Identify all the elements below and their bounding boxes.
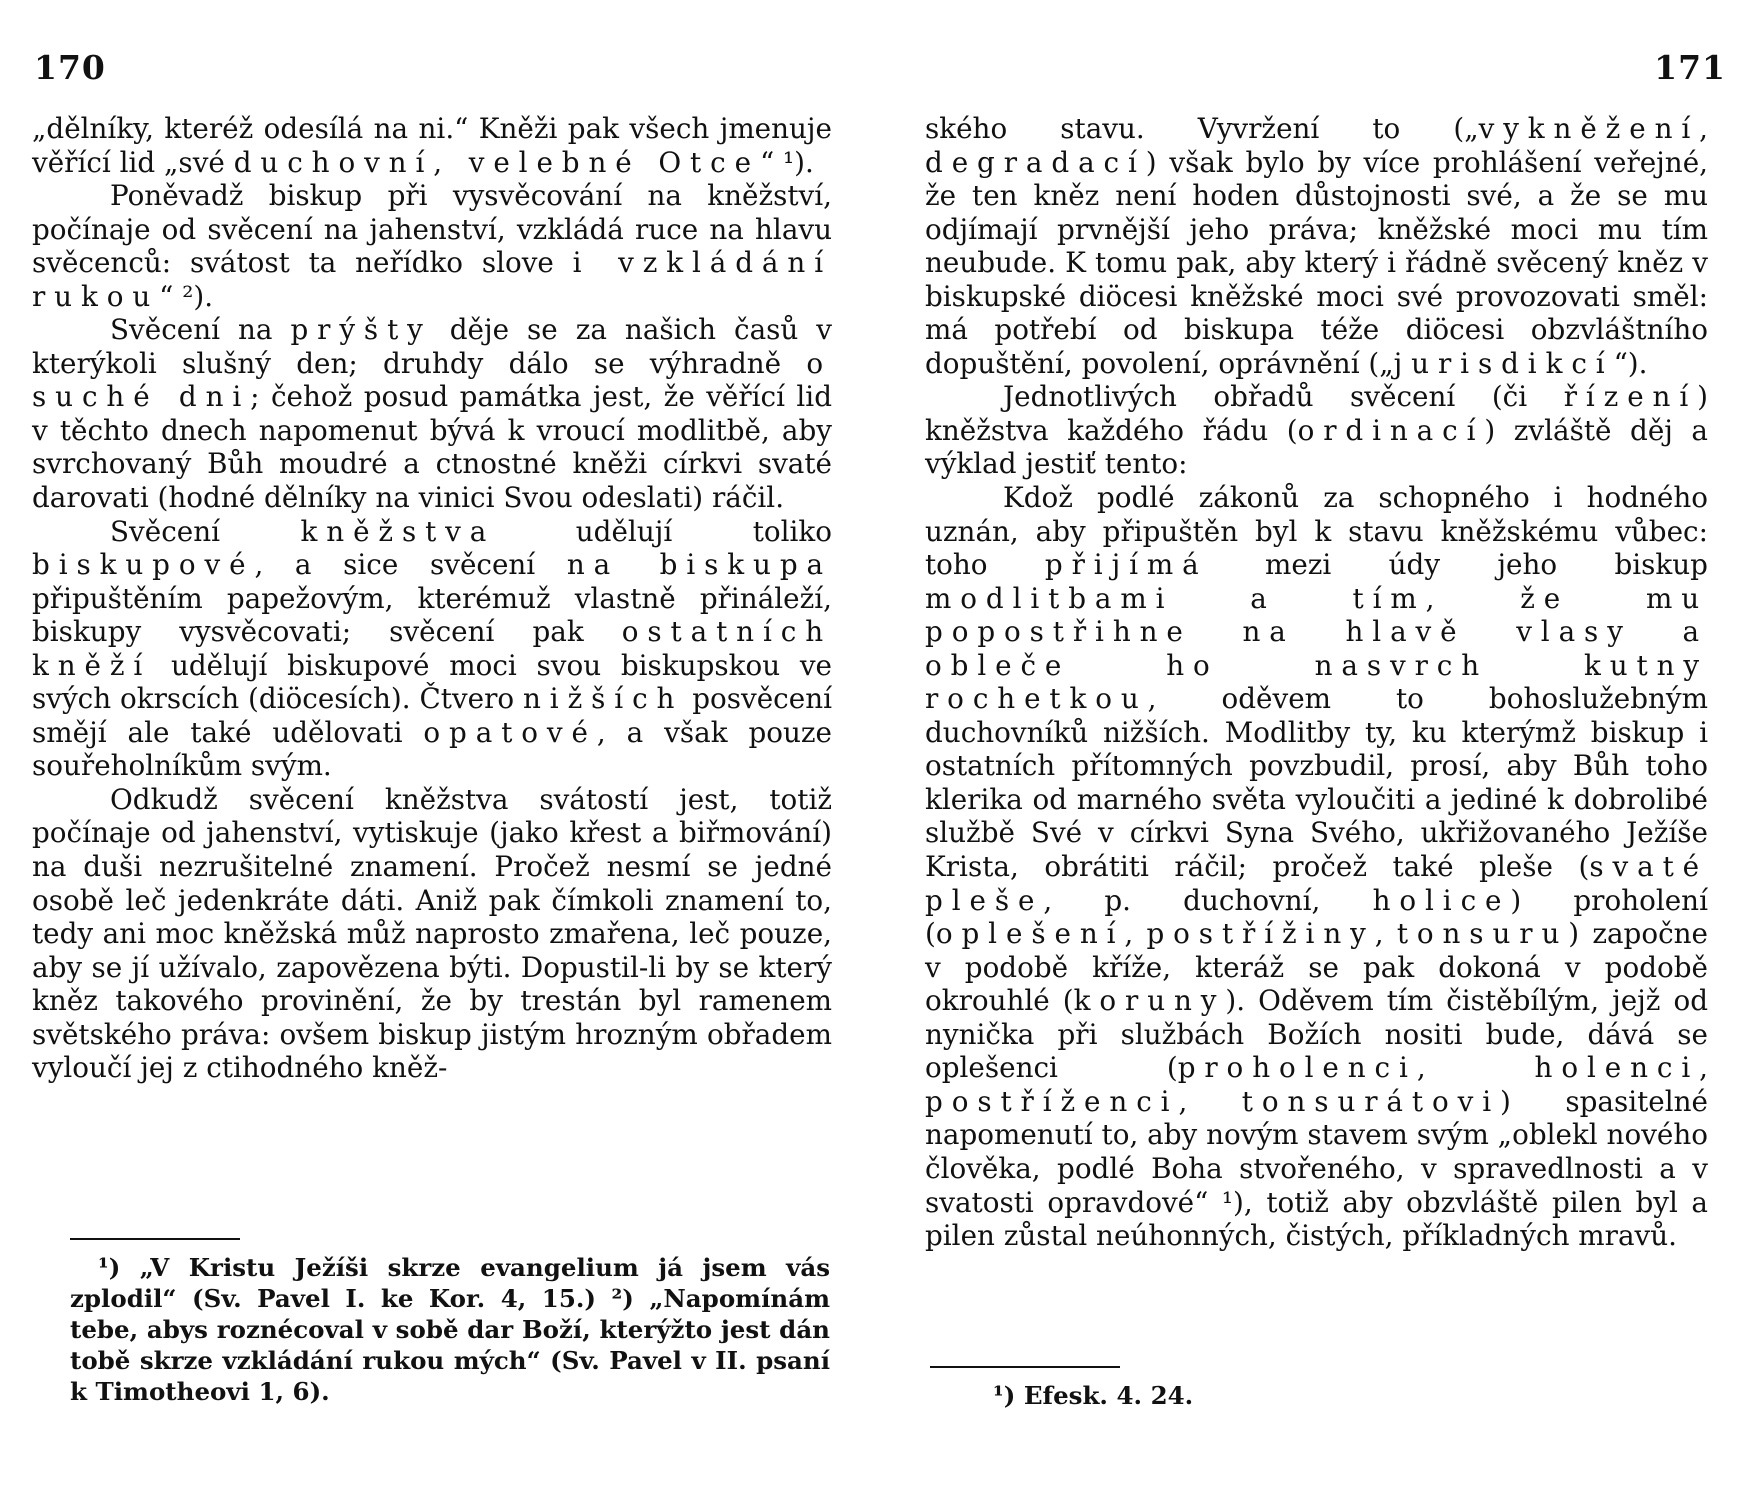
spaced-emphasis: duchovní, velebné Otce xyxy=(233,145,760,179)
text-run: , xyxy=(1178,1084,1242,1118)
footnote-text: ¹) Efesk. 4. 24. xyxy=(993,1381,1194,1410)
footnotes-left xyxy=(70,1252,830,1407)
text-run: připuštěním papežovým, kterémuž vlastně přináleží, biskupy vysvěcovati; svěcení pak xyxy=(32,581,832,649)
text-run: “ ²). xyxy=(159,279,214,313)
spaced-emphasis: přijímá xyxy=(1044,548,1208,582)
paragraph xyxy=(32,783,832,1085)
spaced-emphasis: oplešení xyxy=(935,917,1125,951)
spaced-emphasis: i vzkládání rukou xyxy=(32,246,832,313)
spaced-emphasis: nižších xyxy=(523,682,684,716)
paragraph xyxy=(925,112,1708,380)
text-run: posvěcení smějí ale také udělovati xyxy=(32,682,832,749)
text-run: mezi údy jeho biskup xyxy=(1207,548,1708,582)
text-run: , a však pouze souřeholníkům svým. xyxy=(32,715,833,783)
footnotes-right xyxy=(965,1380,1665,1411)
spaced-emphasis: biskupové xyxy=(32,548,255,582)
page-number-left: 170 xyxy=(34,48,106,87)
text-run: , xyxy=(1124,917,1147,951)
spaced-emphasis: tonsurátovi xyxy=(1241,1084,1500,1118)
footnote-text: ¹) „V Kristu Ježíši skrze evangelium já jsem vás zplodil“ (Sv. Pavel I. ke Kor. 4, 15.) ²) „Napomínám tebe, abys roznécoval v sobě dar Boží, kterýžto jest dán tobě skrze vzkládání rukou mých“ (Sv. Pavel v II. psaní k Timotheovi 1, 6). xyxy=(70,1253,830,1406)
text-run: , xyxy=(1374,917,1397,951)
spaced-emphasis: postřížiny xyxy=(1146,917,1375,951)
text-run: “). xyxy=(1613,346,1648,380)
spaced-emphasis: kněžstva xyxy=(300,514,496,548)
text-run: udělují toliko xyxy=(495,514,833,548)
text-run: Jednotlivých obřadů svěcení (či xyxy=(1003,380,1564,414)
text-run: , xyxy=(1699,112,1708,145)
text-run: Svěcení na xyxy=(110,313,291,347)
spaced-emphasis: tonsuru xyxy=(1396,917,1569,951)
text-run: ; čehož posud památka jest, že věřící lid v těchto dnech napomenut bývá k vroucí modlitbě, aby svrchovaný Bůh moudré a ctnostné kněži církvi svaté darovati (hodné dělníky na vinici Svou odeslati) ráčil. xyxy=(32,380,832,515)
page-number-right: 171 xyxy=(1654,48,1726,87)
spaced-emphasis: modlitbami a tím, že mu popostřihne na hlavě vlasy a obleče ho nasvrch kutny rochetkou xyxy=(925,581,1708,716)
spaced-emphasis: svaté pleše xyxy=(925,850,1708,917)
text-run: ) spasitelné napomenutí to, aby novým stavem svým „oblekl nového člověka, podlé Boha stvořeného, v spravedlnosti a v svatosti opravdové“ ¹), totiž aby obzvláště pilen byl a pilen zůstal neúhonných, čistých, příkladných mravů. xyxy=(925,1084,1708,1253)
paragraph xyxy=(32,112,832,179)
spaced-emphasis: holenci xyxy=(1534,1051,1700,1085)
text-run: “ ¹). xyxy=(759,145,814,179)
text-run: ) kněžstva každého řádu ( xyxy=(925,380,1708,447)
paragraph xyxy=(32,313,832,514)
footnote-rule xyxy=(930,1366,1120,1368)
spaced-emphasis: koruny xyxy=(1073,984,1226,1018)
text-run: ) však bylo by více prohlášení veřejné, že ten kněz není hoden důstojnosti své, a že se mu odjímají prvnější jeho práva; kněžské moci mu tím neubude. K tomu pak, aby který i řádně svěcený kněz v biskupské diöcesi kněžské moci své provozovati směl: má potřebí od biskupa téže diöcesi obzvláštního dopuštění, povolení, oprávnění („ xyxy=(925,145,1708,380)
text-run: Svěcení xyxy=(110,514,301,548)
spaced-emphasis: vykněžení xyxy=(1478,112,1700,145)
paragraph xyxy=(32,179,832,313)
right-page xyxy=(875,0,1750,1500)
text-run: , p. duchovní, xyxy=(1043,883,1373,917)
text-run: , xyxy=(1416,1051,1535,1085)
text-run: ) proholení ( xyxy=(925,883,1708,951)
text-run: „dělníky, kteréž odesílá na ni.“ Kněži pak všech jmenuje věřící lid „své xyxy=(32,112,832,179)
spaced-emphasis: postříženci xyxy=(925,1084,1179,1118)
text-run: ského stavu. Vyvržení to („ xyxy=(925,112,1479,145)
spaced-emphasis: prýšty xyxy=(290,313,432,347)
spaced-emphasis: ordinací xyxy=(1297,413,1485,447)
spaced-emphasis: ostatních kněží xyxy=(32,615,832,682)
spaced-emphasis: jurisdikcí xyxy=(1393,346,1614,380)
text-run: Kdož podlé zákonů za schopného i hodného uznán, aby připuštěn byl k stavu kněžskému vůbec: toho xyxy=(925,481,1708,582)
footnote-rule xyxy=(70,1238,240,1240)
spaced-emphasis: holice xyxy=(1372,883,1511,917)
paragraph xyxy=(925,481,1708,1253)
text-run: , a sice svěcení xyxy=(254,548,567,582)
text-run: Odkudž svěcení kněžstva svátostí jest, totiž počínaje od jahenství, vytiskuje (jako křest a biřmování) na duši nezrušitelné znamení. Pročež nesmí se jedné osobě leč jedenkráte dáti. Aniž pak čímkoli znamení to, tedy ani moc kněžská můž naprosto zmařena, leč pouze, aby se jí užívalo, zapovězena býti. Dopustil-li by se který kněz takového provinění, že by trestán byl ramenem světského práva: ovšem biskup jistým hrozným obřadem vyloučí jej z ctihodného kněž- xyxy=(32,782,832,1085)
text-run: udělují biskupové moci svou biskupskou ve svých okrscích (diöcesích). Čtvero xyxy=(32,648,832,716)
left-body-text xyxy=(32,112,832,1085)
right-body-text xyxy=(925,112,1708,1253)
text-run: děje se za našich časů v kterýkoli slušný den; druhdy dálo se výhradně xyxy=(32,313,833,380)
paragraph xyxy=(32,515,832,783)
text-run: , oděvem to bohoslužebným duchovníků nižších. Modlitby ty, ku kterýmž biskup i ostatních přítomných povzbudil, prosí, aby Bůh toho klerika od marného světa vyloučiti a jediné k dobrolibé službě Své v církvi Syna Svého, ukřižovaného Ježíše Krista, obrátiti ráčil; pročež také pleše ( xyxy=(925,682,1708,884)
spaced-emphasis: opatové xyxy=(423,715,597,749)
text-run: ). Oděvem tím čistěbílým, jejž od nynička při službách Božích nositi bude, dává se oplešenci ( xyxy=(925,984,1709,1085)
spaced-emphasis: na biskupa xyxy=(566,548,833,582)
spaced-emphasis: o suché dni xyxy=(32,346,832,414)
spaced-emphasis: řízení xyxy=(1563,380,1698,414)
text-run: ) zvláště děj a výklad jestiť tento: xyxy=(925,413,1709,481)
text-run: ) započne v podobě kříže, kteráž se pak dokoná v podobě okrouhlé ( xyxy=(925,917,1708,1018)
spaced-emphasis: proholenci xyxy=(1177,1051,1417,1085)
spaced-emphasis: degradací xyxy=(925,145,1146,179)
text-run: Poněvadž biskup při vysvěcování na kněžství, počínaje od svěcení na jahenství, vzkládá ruce na hlavu svěcenců: svátost ta neřídko slove xyxy=(32,179,832,280)
paragraph xyxy=(925,380,1708,481)
text-run: , xyxy=(1699,1051,1709,1085)
